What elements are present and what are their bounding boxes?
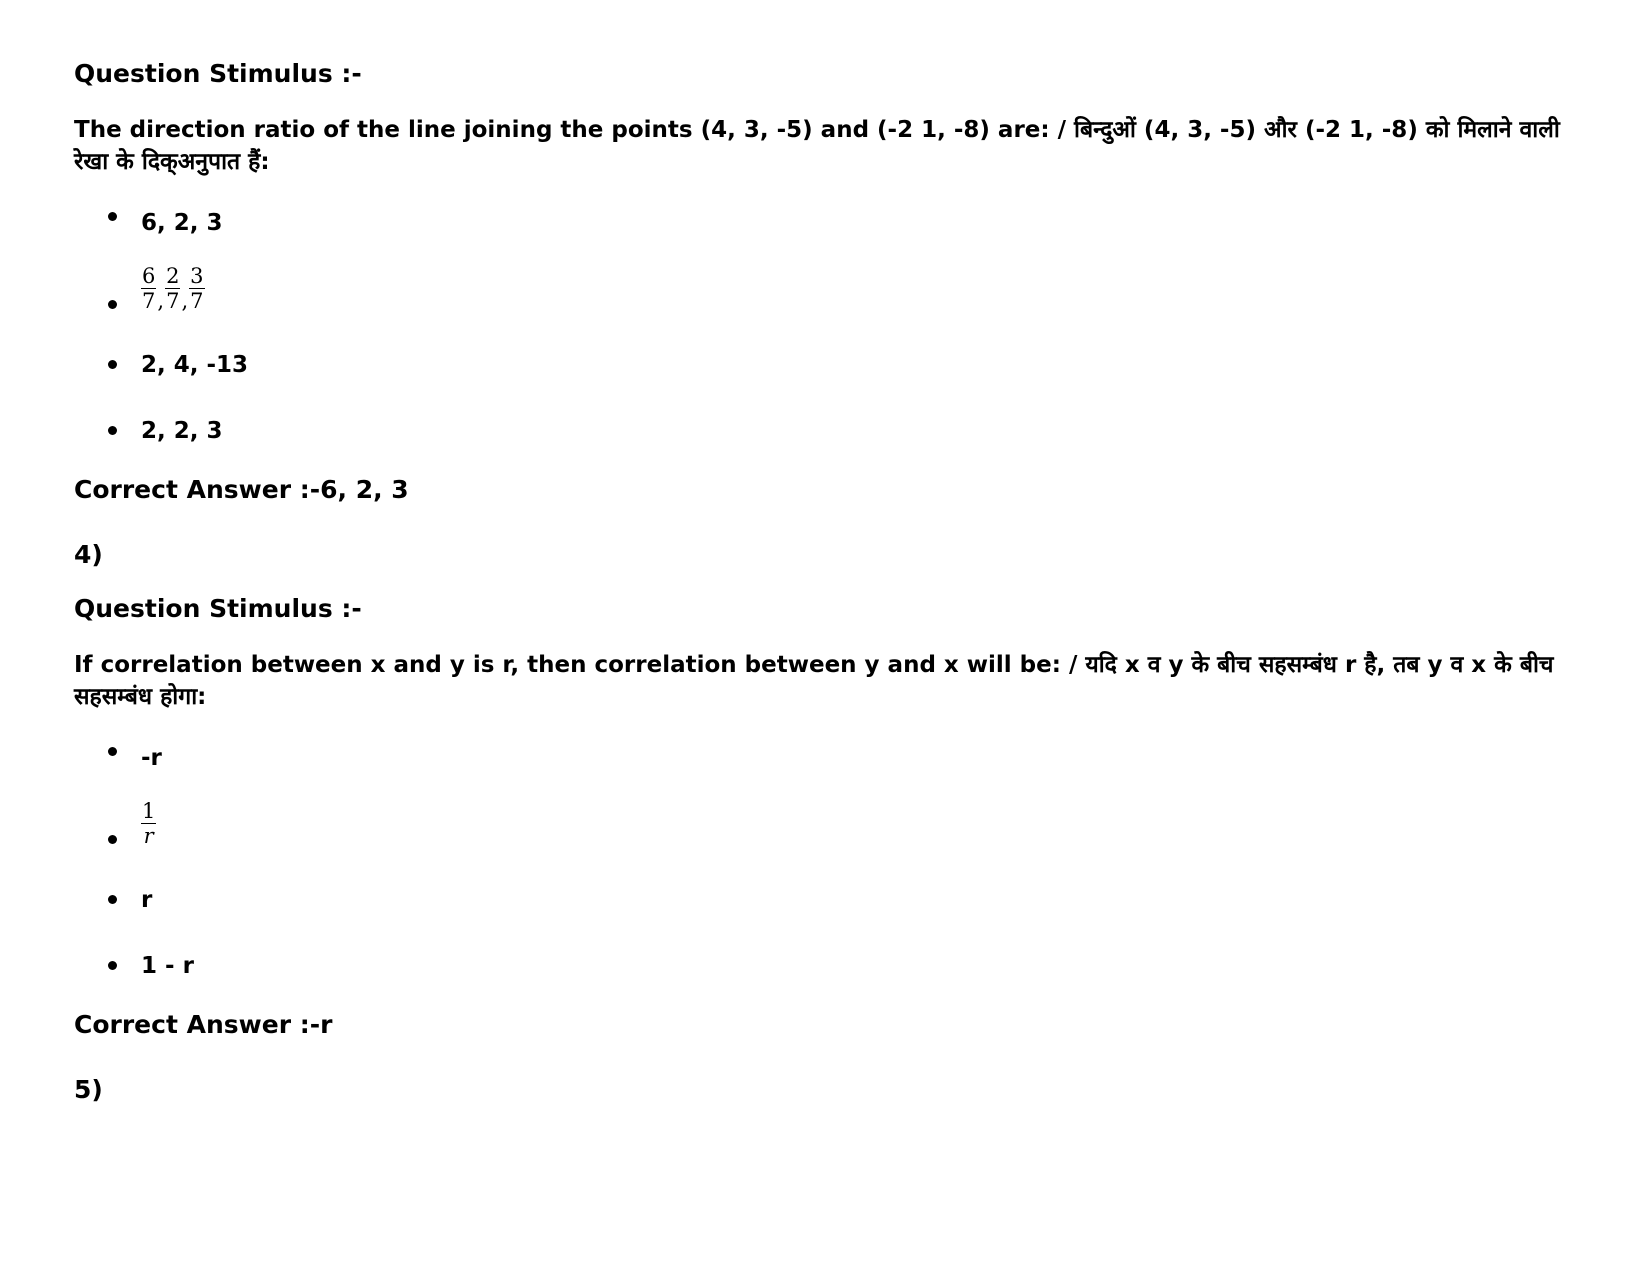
- fraction-denominator: 7: [190, 289, 204, 313]
- bullet-icon: [108, 360, 117, 369]
- q4-stimulus: If correlation between x and y is r, then correlation between y and x will be: / यदि x व y के बीच सहसम्बंध r है, तब y व x के बीच सहसम्बंध होगा:: [74, 652, 1554, 710]
- bullet-icon: [108, 426, 117, 435]
- q4-option-a-text: -r: [141, 745, 162, 771]
- fraction: [189, 264, 204, 313]
- q3-option-d: [74, 414, 1584, 474]
- q3-correct-answer: Correct Answer :-6, 2, 3: [74, 475, 409, 504]
- fraction-numerator: 1: [142, 799, 156, 823]
- bullet-icon: [108, 895, 117, 904]
- bullet-icon: [108, 300, 117, 309]
- q3-option-d-text: 2, 2, 3: [141, 418, 223, 444]
- fraction-denominator: r: [143, 824, 154, 848]
- q3-option-b-fractions: [141, 264, 205, 313]
- q4-option-b: [74, 785, 1584, 883]
- bullet-icon: [108, 961, 117, 970]
- question-paper-page: [74, 58, 1584, 1106]
- fraction-numerator: 6: [142, 264, 156, 288]
- bullet-icon: [108, 212, 117, 221]
- q3-option-c-text: 2, 4, -13: [141, 352, 249, 378]
- fraction-numerator: 3: [190, 264, 204, 288]
- q4-option-d: [74, 949, 1584, 1009]
- fraction-numerator: 2: [166, 264, 180, 288]
- fraction-denominator: 7: [166, 289, 180, 313]
- q3-option-c: [74, 348, 1584, 414]
- q4-number: 4): [74, 540, 103, 569]
- q3-option-b: [74, 250, 1584, 348]
- q4-option-c-text: r: [141, 887, 153, 913]
- bullet-icon: [108, 747, 117, 756]
- q4-option-d-text: 1 - r: [141, 953, 194, 979]
- fraction-separator: ,: [181, 289, 189, 313]
- bullet-icon: [108, 835, 117, 844]
- q4-option-c: [74, 883, 1584, 949]
- q4-correct-answer: Correct Answer :-r: [74, 1010, 333, 1039]
- q3-heading: Question Stimulus :-: [74, 59, 362, 88]
- q5-number: 5): [74, 1075, 103, 1104]
- q4-option-b-fraction: [141, 799, 156, 848]
- q4-options-list: [74, 735, 1584, 1009]
- q4-option-a: [74, 735, 1584, 785]
- q3-option-a: [74, 200, 1584, 250]
- q3-options-list: [74, 200, 1584, 474]
- fraction: [141, 264, 156, 313]
- fraction-separator: ,: [157, 289, 165, 313]
- fraction-denominator: 7: [142, 289, 156, 313]
- q3-stimulus: The direction ratio of the line joining the points (4, 3, -5) and (-2 1, -8) are: / बिन्दुओं (4, 3, -5) और (-2 1, -8) को मिलाने वाली रेखा के दिक्अनुपात हैं:: [74, 117, 1560, 175]
- q4-heading: Question Stimulus :-: [74, 594, 362, 623]
- fraction: [141, 799, 156, 848]
- fraction: [165, 264, 180, 313]
- q3-option-a-text: 6, 2, 3: [141, 210, 223, 236]
